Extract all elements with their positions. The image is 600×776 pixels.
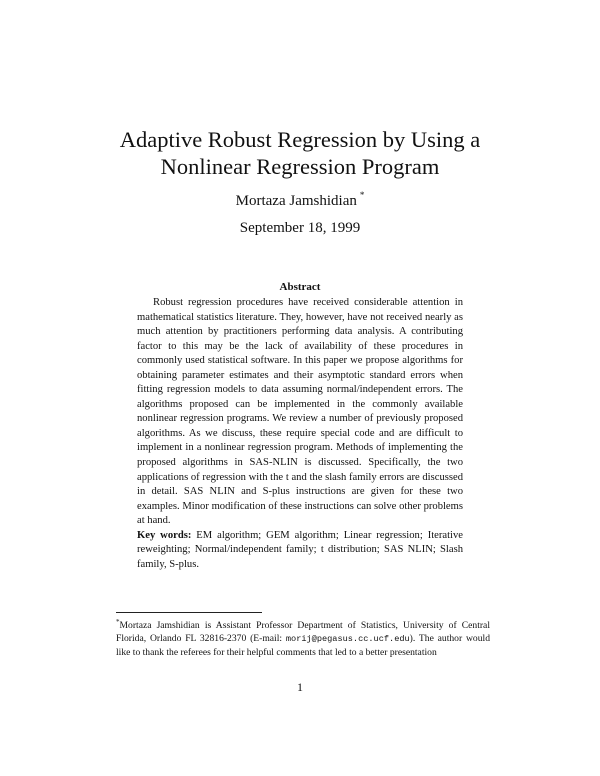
keywords-label: Key words: — [137, 529, 192, 541]
keywords-line — [137, 529, 463, 573]
paper-title-line-1: Adaptive Robust Regression by Using a — [119, 127, 481, 152]
abstract-body — [137, 296, 463, 572]
footnote-email: morij@pegasus.cc.ucf.edu — [285, 634, 410, 644]
paper-title-line-2: Nonlinear Regression Program — [160, 154, 440, 179]
footnote-text-part-2: ). The author would like to thank the referees for their helpful comments that led to a better presentation — [116, 633, 490, 658]
page-number: 1 — [297, 680, 303, 694]
abstract-paragraph: Robust regression procedures have received considerable attention in mathematical statistics literature. They, however, have not received nearly as much attention by practitioners performing data analysis. A contributing factor to this may be the lack of availability of these procedures in commonly used statistical software. In this paper we propose algorithms for obtaining parameter estimates and their asymptotic standard errors when fitting regression models to data assuming normal/independent errors. The algorithms proposed can be implemented in the commonly available nonlinear regression programs. We review a number of previously proposed algorithms. As we discuss, these require special code and are difficult to implement in a nonlinear regression program. Methods of implementing the proposed algorithms in SAS-NLIN is discussed. Specifically, the two applications of regression with the t and the slash family errors are discussed in detail. SAS NLIN and S-plus instructions are given for these two examples. Minor modification of these instructions can solve other problems at hand. — [137, 297, 463, 527]
author-footnote-mark: * — [359, 190, 365, 200]
footnote-mark: * — [116, 618, 120, 626]
keywords-text: EM algorithm; GEM algorithm; Linear regression; Iterative reweighting; Normal/independent family; t distribution; SAS NLIN; Slash family, S-plus. — [137, 529, 463, 570]
abstract-heading: Abstract — [279, 281, 321, 293]
author-line — [0, 190, 600, 210]
footnote-rule — [116, 612, 262, 613]
footnote — [116, 616, 490, 659]
paper-title — [0, 126, 600, 180]
footnote-text-part-1: Mortaza Jamshidian is Assistant Professor Department of Statistics, University of Central Florida, Orlando FL 32816-2370 (E-mail: — [116, 620, 490, 644]
author-name: Mortaza Jamshidian — [235, 193, 357, 209]
paper-date: September 18, 1999 — [239, 220, 361, 236]
